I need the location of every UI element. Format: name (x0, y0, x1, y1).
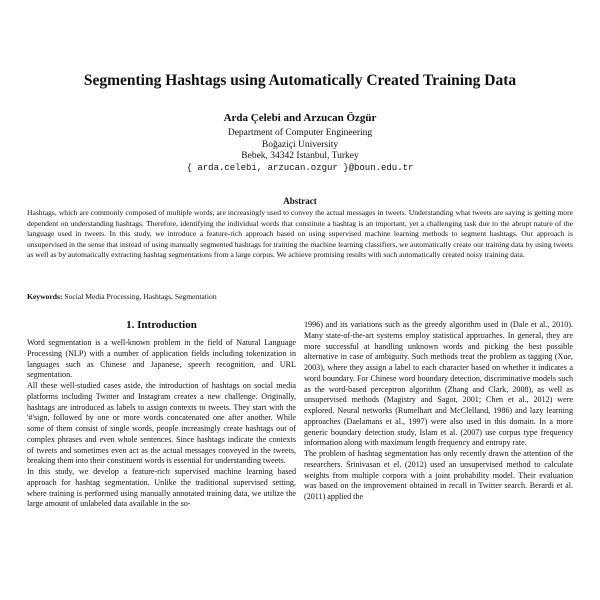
right-column (304, 320, 573, 503)
paragraph: Word segmentation is a well-known problem in the field of Natural Language Processing (NLP) with a number of application fields including tokenization in languages such as Chinese and Japanese, speech recognition, and URL segmentation. (27, 338, 296, 380)
keywords-line (27, 292, 573, 303)
paragraph: 1996) and its variations such as the greedy algorithm used in (Dale et al., 2010). Many state-of-the-art systems employ statistical approaches. In general, they are more successful at handling unknown words and picking the best possible alternative in case of ambiguity. Such methods treat the problem as tagging (Xue, 2003), where they assign a label to each character based on whether it indicates a word boundary. For Chinese word boundary detection, discriminative models such as the word-based perceptron algorithm (Zhang and Clark, 2008), as well as unsupervised methods (Magistry and Sagot, 2001; Chen et al., 2012) were explored. Neural networks (Rumelhart and McClelland, 1986) and lazy learning approaches (Daelamans et al., 1997) were also used in this domain. In a more generic boundary detection study, Islam et al. (2007) use corpus type frequency information along with maximum length frequency and entropy rate. (304, 320, 573, 448)
author-emails: { arda.celebi, arzucan.ozgur }@boun.edu.tr (186, 162, 414, 173)
abstract-text: Hashtags, which are commonly composed of multiple words, are increasingly used to convey the actual messages in tweets. Understanding what tweets are saying is getting more dependent on understanding hashtags. Therefore, identifying the individual words that constitute a hashtag is an important, yet a challenging task due to the abrupt nature of the language used in tweets. In this study, we introduce a feature-rich approach based on using supervised machine learning methods to segment hashtags. Our approach is unsupervised in the sense that instead of using manually segmented hashtags for training the machine learning classifiers, we automatically create our training data by using tweets as well as by automatically extracting hashtag segmentations from a large corpus. We achieve promising results with such automatically created noisy training data. (27, 208, 573, 260)
paper-title: Segmenting Hashtags using Automatically Created Training Data (83, 72, 517, 89)
paper-authors: Arda Çelebi and Arzucan Özgür (223, 112, 377, 124)
section-heading-introduction: 1. Introduction (126, 319, 197, 331)
paragraph: All these well-studied cases aside, the introduction of hashtags on social media platforms including Twitter and Instagram creates a new challenge. Originally, hashtags are introduced as labels to assign contexts to tweets. They start with the '#'sign, followed by one or more words concatenated one after another. While some of them consist of single words, people increasingly create hashtags out of complex phrases and even whole sentences. Since hashtags indicate the contexts of tweets and sometimes even act as the actual messages conveyed in the tweets, breaking them into their constituent words is essential for understanding tweets. (27, 381, 296, 466)
left-column (27, 338, 296, 510)
keywords-label: Keywords: (27, 292, 63, 301)
affiliation-block (0, 128, 600, 174)
paragraph: The problem of hashtag segmentation has only recently drawn the attention of the researchers. Srinivasan et el. (2012) used an unsupervised method to calculate weights from multiple corpora with a joint probability model. Their evaluation was based on the improvement obtained in recall in Twitter search. Berardi et al. (2011) applied the (304, 449, 573, 501)
keywords-value: Social Media Processing, Hashtags, Segmentation (64, 292, 217, 301)
paragraph: In this study, we develop a feature-rich supervised machine learning based approach for hashtag segmentation. Unlike the traditional supervised setting, where training is performed using manually annotated training data, we utilize the large amount of unlabeled data available in the so- (27, 467, 296, 509)
affiliation-university: Boğaziçi University (261, 139, 339, 150)
affiliation-address: Bebek, 34342 Istanbul, Turkey (241, 151, 359, 161)
affiliation-department: Department of Computer Engineering (227, 128, 373, 138)
abstract-heading: Abstract (283, 196, 317, 206)
